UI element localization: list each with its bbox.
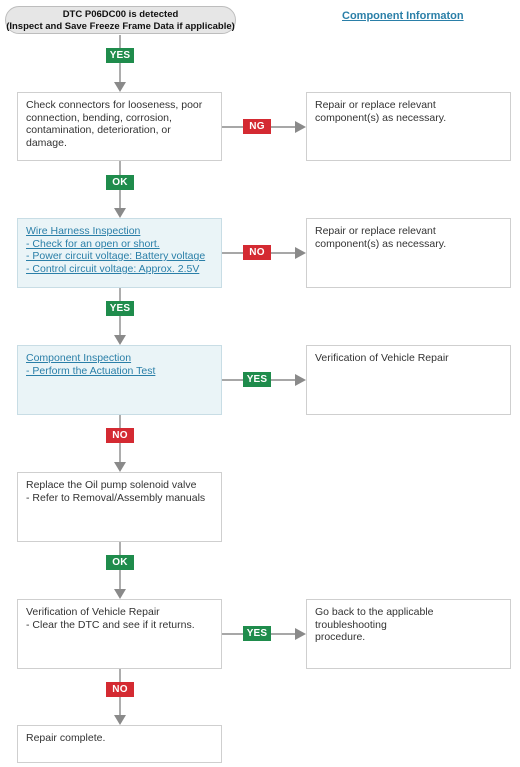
arrowhead [114, 462, 126, 472]
arrowhead [114, 82, 126, 92]
component-information-link[interactable]: Component Informaton [342, 10, 464, 22]
arrowhead [295, 374, 306, 386]
step-text: - Refer to Removal/Assembly manuals [26, 491, 206, 504]
ng-badge: NG [243, 119, 271, 134]
start-title: DTC P06DC00 is detected [62, 9, 179, 20]
step-text: contamination, deterioration, or damage. [26, 124, 171, 149]
step-text: Repair complete. [26, 732, 106, 744]
control-circuit-voltage-link[interactable]: - Control circuit voltage: Approx. 2.5V [26, 262, 200, 275]
arrowhead [295, 628, 306, 640]
side-text: component(s) as necessary. [315, 237, 447, 250]
side-text: Repair or replace relevant [315, 99, 436, 111]
side-text: Repair or replace relevant [315, 225, 436, 237]
side-verification-repair [306, 345, 511, 415]
start-node [5, 6, 236, 34]
no-badge: NO [243, 245, 271, 260]
power-circuit-voltage-link[interactable]: - Power circuit voltage: Battery voltage [26, 250, 206, 262]
arrowhead [114, 208, 126, 218]
side-repair-replace-1 [306, 92, 511, 161]
actuation-test-link[interactable]: - Perform the Actuation Test [26, 364, 156, 377]
step-text: connection, bending, corrosion, [26, 111, 172, 124]
no-badge: NO [106, 428, 134, 443]
side-repair-replace-2 [306, 218, 511, 288]
start-subtitle: (Inspect and Save Freeze Frame Data if applicable) [6, 21, 235, 32]
arrowhead [114, 589, 126, 599]
yes-badge: YES [243, 626, 271, 641]
step-verification-repair [17, 599, 222, 669]
step-check-connectors [17, 92, 222, 161]
yes-badge: YES [243, 372, 271, 387]
no-badge: NO [106, 682, 134, 697]
step-wire-harness-inspection [17, 218, 222, 288]
ok-badge: OK [106, 555, 134, 570]
arrowhead [114, 715, 126, 725]
check-open-short-link[interactable]: - Check for an open or short. [26, 237, 160, 250]
step-replace-solenoid [17, 472, 222, 542]
step-text: Replace the Oil pump solenoid valve [26, 479, 197, 491]
yes-badge: YES [106, 301, 134, 316]
ok-badge: OK [106, 175, 134, 190]
step-repair-complete [17, 725, 222, 763]
step-text: Verification of Vehicle Repair [26, 606, 160, 618]
side-text: component(s) as necessary. [315, 111, 447, 124]
arrowhead [295, 247, 306, 259]
component-inspection-link[interactable]: Component Inspection [26, 352, 132, 364]
side-text: Go back to the applicable troubleshooting [315, 606, 434, 631]
step-component-inspection [17, 345, 222, 415]
step-text: - Clear the DTC and see if it returns. [26, 618, 195, 631]
side-text: procedure. [315, 631, 366, 643]
step-text: Check connectors for looseness, poor [26, 99, 203, 111]
arrowhead [295, 121, 306, 133]
side-go-back [306, 599, 511, 669]
side-text: Verification of Vehicle Repair [315, 352, 449, 364]
arrowhead [114, 335, 126, 345]
yes-badge: YES [106, 48, 134, 63]
wire-harness-inspection-link[interactable]: Wire Harness Inspection [26, 225, 141, 237]
